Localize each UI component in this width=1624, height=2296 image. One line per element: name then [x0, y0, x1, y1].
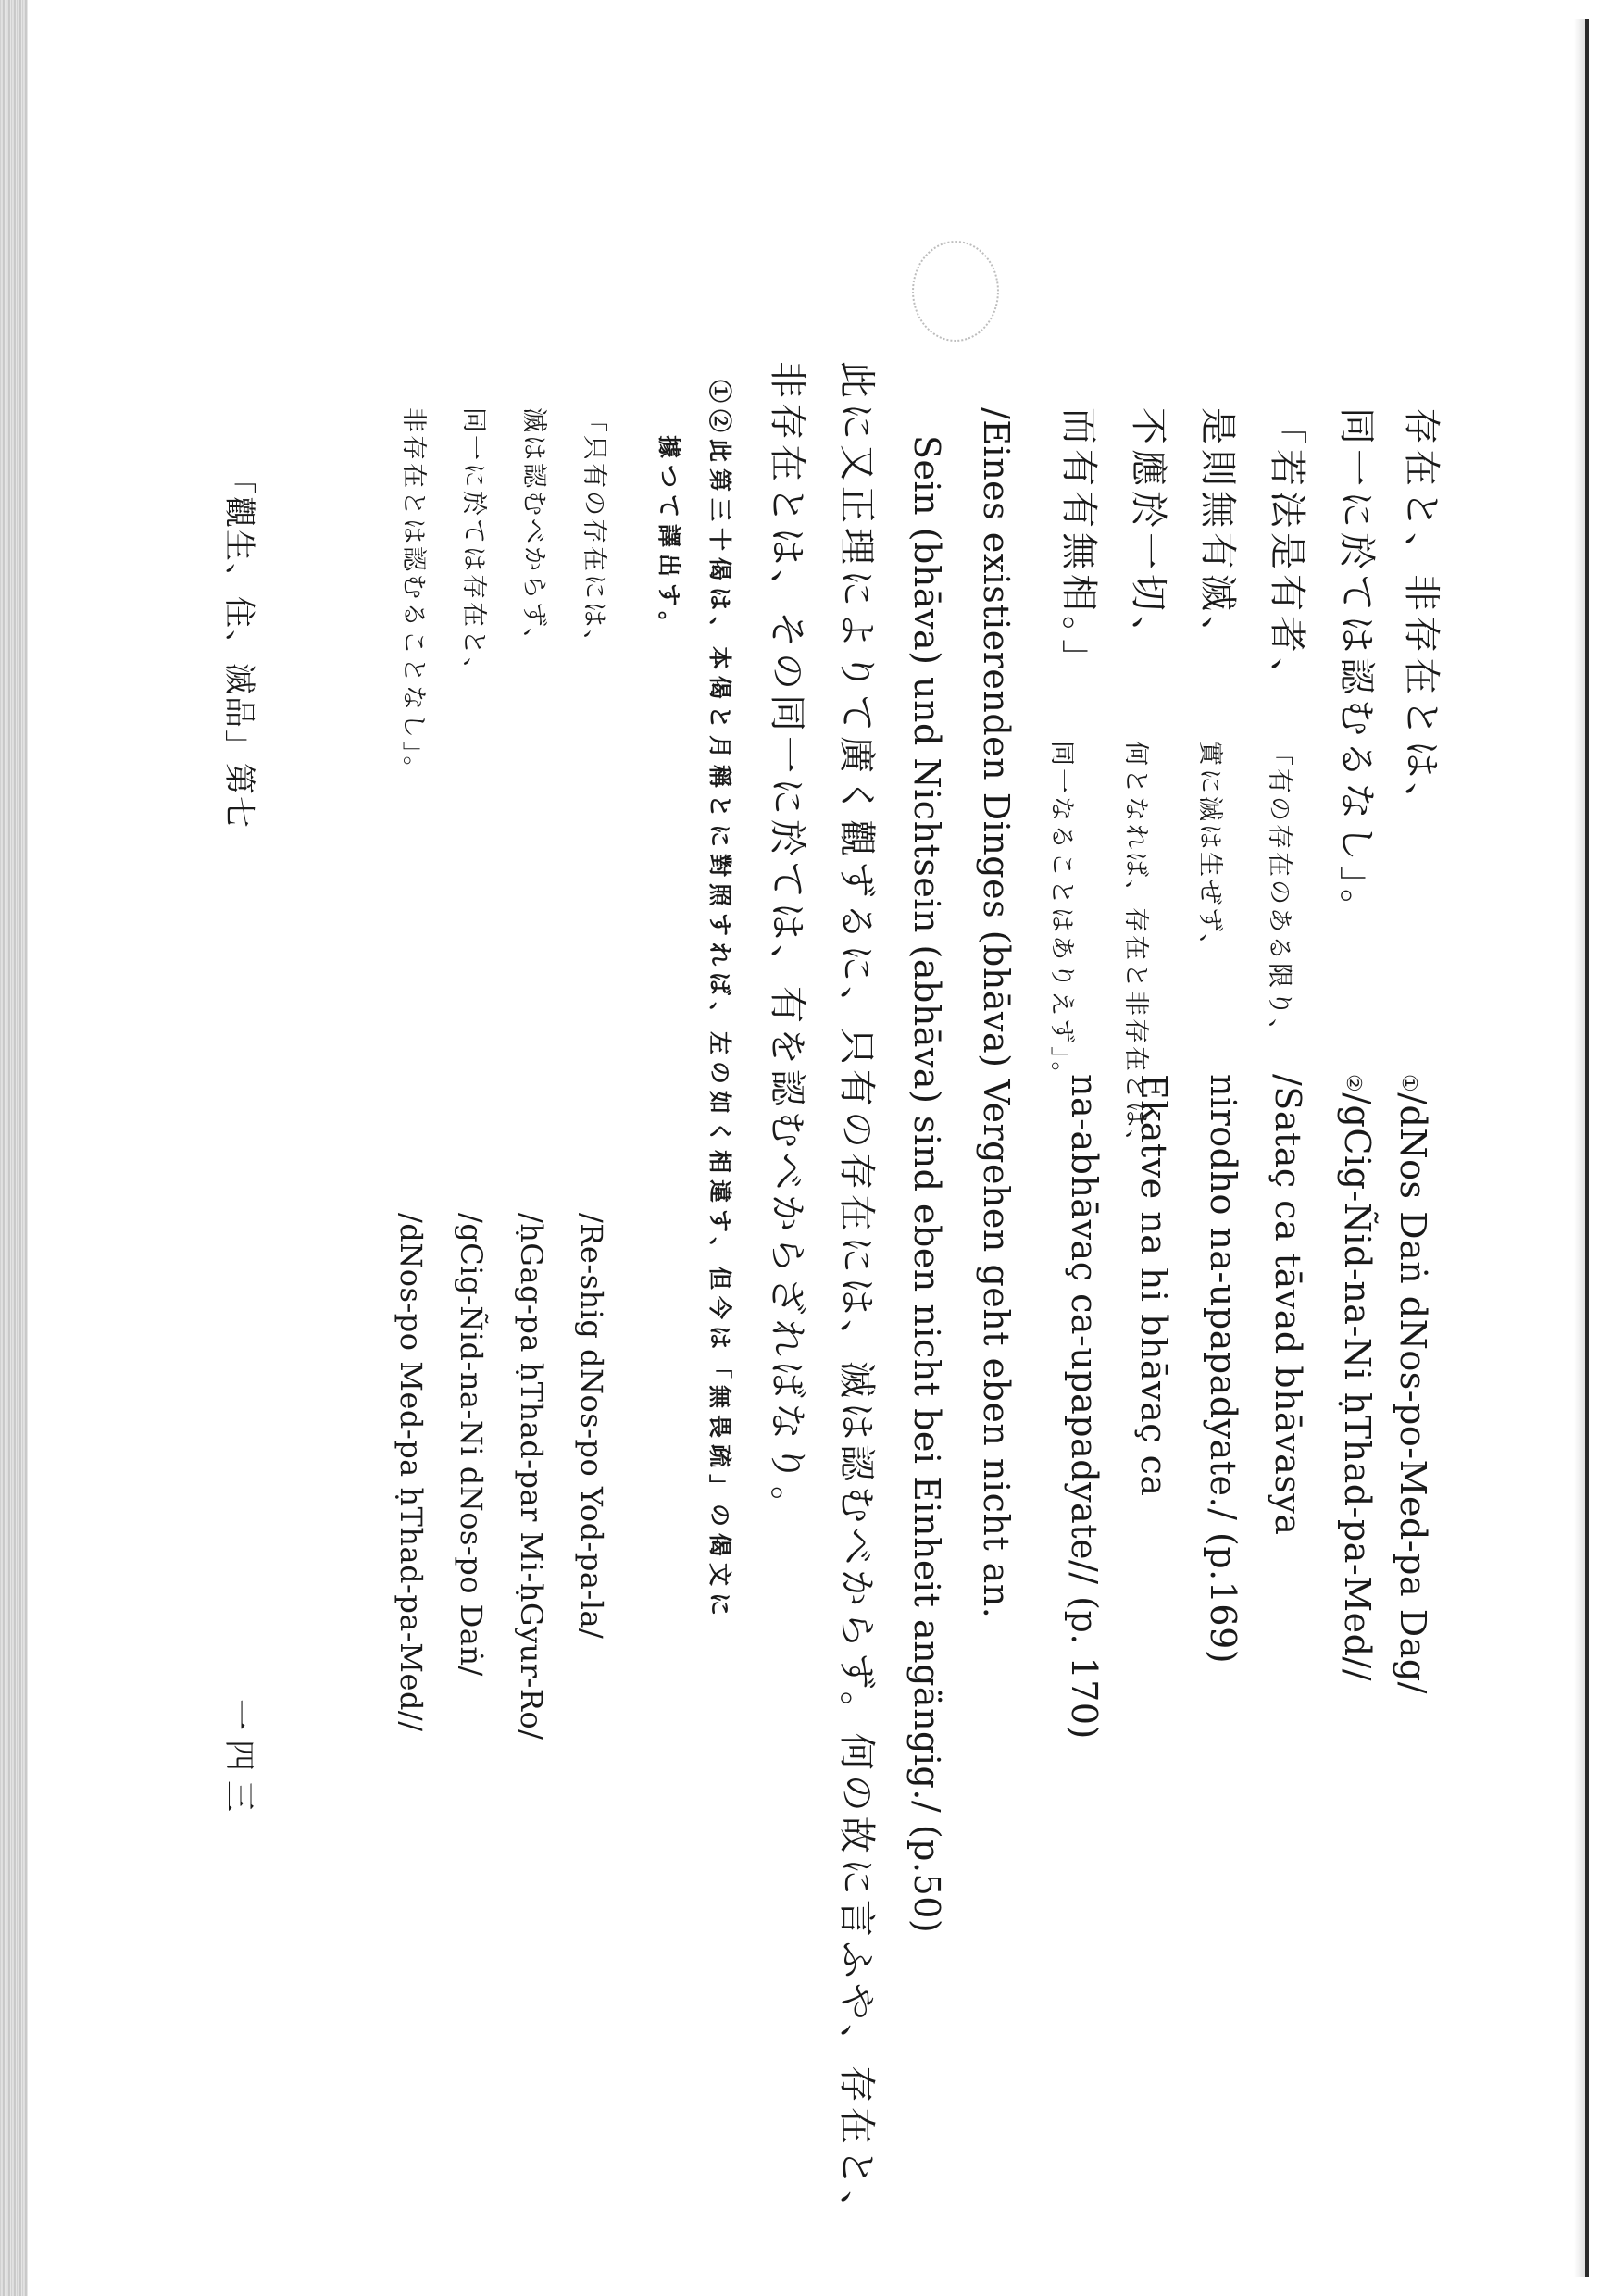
faint-stamp-mark	[912, 241, 999, 342]
page-edge-shadow	[1574, 19, 1585, 2277]
gloss-2: 實に滅は生ぜず、	[1195, 741, 1224, 961]
sanskrit-line-1: /Sataç ca tāvad bhāvasya	[1268, 1074, 1308, 1536]
footnote-tibetan-4: /dNos-po Med-pa ḥThad-pa-Med//	[394, 1213, 429, 1732]
scanned-page-edge-left	[0, 0, 28, 2296]
footnote-tibetan-3: /gCig-Ñid-na-Ni dNos-po Daṅ/	[454, 1213, 489, 1677]
footnote-tibetan-1: /Re-shig dNos-po Yod-pa-la/	[574, 1213, 609, 1640]
sanskrit-line-3: Ekatve na hi bhāvaç ca	[1133, 1074, 1174, 1497]
footnote-verse-4: 非存在とは認むることなし」。	[399, 407, 428, 784]
chinese-verse-1: 「若法是有者、	[1266, 407, 1308, 699]
prose-line-2: 非存在とは、その同一に於ては、有を認むべからざればなり。	[766, 361, 808, 1528]
footnote-marker-2: ②	[1342, 1074, 1365, 1093]
page-number: 一四三	[220, 1699, 257, 1821]
sanskrit-line-4: na-abhāvaç ca-upapadyate// (p. 170)	[1064, 1074, 1105, 1740]
scanned-page-edge-right	[1585, 19, 1589, 2277]
tibetan-line-1: ①/dNos Daṅ dNos-po-Med-pa Dag/	[1393, 1074, 1433, 1694]
main-line-1: 存在と、非存在とは、	[1400, 407, 1443, 824]
prose-line-1: 此に又正理によりて廣く觀ずるに、只有の存在には、滅は認むべからず。何の故に言ふや、存在と、	[835, 361, 878, 2232]
footnote-verse-1: 「只有の存在には、	[580, 407, 608, 657]
chinese-verse-3: 不應於一切、	[1127, 407, 1169, 657]
main-line-2: 同一に於ては認むるなし」。	[1335, 407, 1378, 930]
gloss-1: 「有の存在のある限り、	[1265, 741, 1293, 1046]
chapter-title-footer: 「觀生、住、滅品」第七	[220, 463, 257, 830]
footnote-tibetan-2: /ḥGag-pa ḥThad-par Mi-ḥGyur-Ro/	[514, 1213, 549, 1741]
footnote-verse-2: 滅は認むべからず、	[519, 407, 548, 655]
gloss-4: 同一なることはありえず」。	[1047, 741, 1076, 1090]
german-line-2: Sein (bhāva) und Nichtsein (abhāva) sind eben nicht bei Einheit angängig./ (p.50)	[906, 435, 947, 1934]
chinese-verse-4: 而有有無相。」	[1057, 407, 1100, 680]
footnote-marker-1: ①	[1397, 1074, 1420, 1093]
sanskrit-line-2: nirodho na-upapadyate./ (p.169)	[1203, 1074, 1243, 1665]
chinese-verse-2: 是則無有滅、	[1196, 407, 1239, 657]
footnote-verse-3: 同一に於ては存在と、	[459, 407, 488, 685]
gloss-3: 何となれば、存在と非存在とは、	[1121, 741, 1150, 1157]
footnote-line-2: 據つて譯出す。	[656, 435, 682, 642]
german-line-1: /Eines existierenden Dinges (bhāva) Vergehen geht eben nicht an.	[976, 407, 1017, 1619]
tibetan-line-2: ②/gCig-Ñid-na-Ni ḥThad-pa-Med//	[1337, 1074, 1378, 1682]
footnote-line-1: ①②此第三十偈は、本偈と月稱とに對照すれば、左の如く相違す、但今は「無畏疏」の偈文に	[706, 380, 733, 1623]
